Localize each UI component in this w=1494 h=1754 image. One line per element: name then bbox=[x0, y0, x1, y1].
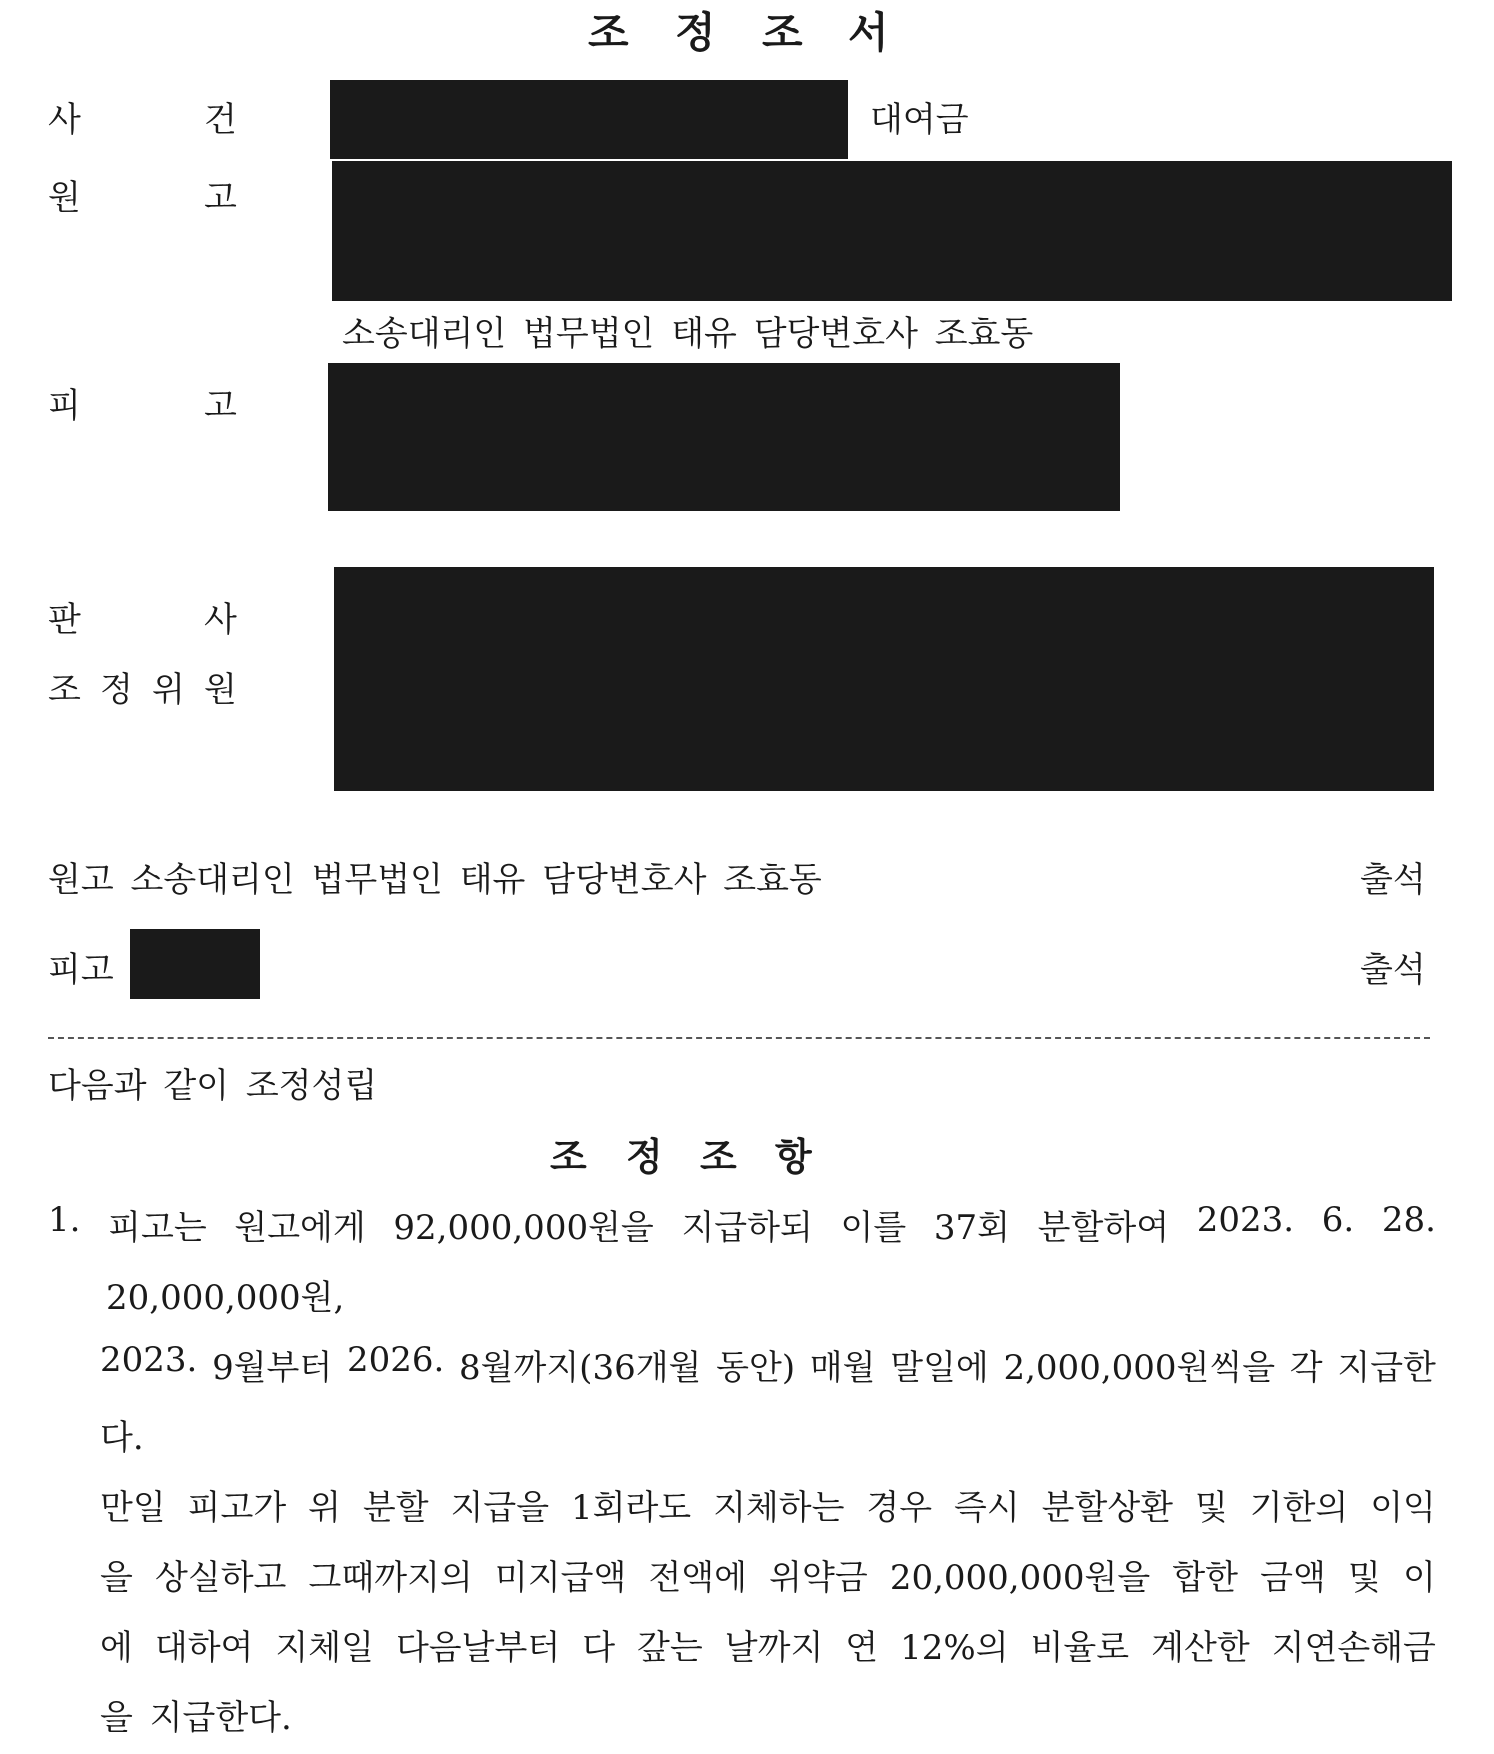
mediator-label-char: 정 bbox=[100, 670, 133, 710]
term-word: 금액 bbox=[1260, 1558, 1326, 1598]
term-word: 만일 bbox=[100, 1488, 166, 1528]
term-word: 이 bbox=[1403, 1558, 1436, 1598]
judge-label-char: 판 bbox=[48, 600, 81, 640]
term-word: 피고는 bbox=[108, 1208, 207, 1248]
term-word: 갚는 bbox=[637, 1628, 703, 1668]
term-word: 원고에게 bbox=[234, 1208, 366, 1248]
redacted-defendant bbox=[328, 363, 1120, 511]
terms-title-char: 정 bbox=[626, 1134, 663, 1179]
term-word: 8월까지(36개월 bbox=[459, 1348, 702, 1388]
term-1-line-5 bbox=[100, 1480, 1436, 1529]
term-word: 28. bbox=[1381, 1200, 1436, 1240]
term-word: 20,000,000원을 bbox=[889, 1558, 1151, 1598]
title-char: 정 bbox=[675, 8, 716, 57]
term-word: 합한 bbox=[1172, 1558, 1239, 1598]
judge-label-char: 사 bbox=[204, 600, 237, 640]
term-word: 1. bbox=[48, 1200, 81, 1240]
attendance-defendant-prefix: 피고 bbox=[48, 950, 114, 990]
term-word: 2,000,000원씩을 bbox=[1003, 1348, 1276, 1388]
term-word: 위약금 bbox=[769, 1558, 868, 1598]
plaintiff-attorney: 소송대리인 법무법인 태유 담당변호사 조효동 bbox=[342, 314, 1034, 354]
case-type: 대여금 bbox=[870, 100, 969, 140]
plaintiff-label-char: 고 bbox=[204, 178, 237, 218]
term-1-line-2: 20,000,000원, bbox=[106, 1278, 345, 1318]
term-1-line-7 bbox=[100, 1620, 1436, 1669]
term-word: 지체일 bbox=[275, 1628, 374, 1668]
term-word: 즉시 bbox=[954, 1488, 1020, 1528]
term-1-line-6 bbox=[100, 1550, 1436, 1599]
term-word: 지급을 bbox=[450, 1488, 550, 1528]
term-1-line-3 bbox=[100, 1340, 1436, 1389]
term-word: 지급하되 bbox=[681, 1208, 813, 1248]
term-word: 경우 bbox=[866, 1488, 933, 1528]
term-word: 을 bbox=[100, 1558, 133, 1598]
mediation-result: 다음과 같이 조정성립 bbox=[48, 1066, 378, 1106]
redacted-case-number bbox=[330, 80, 848, 159]
term-word: 2023. bbox=[1196, 1200, 1295, 1240]
plaintiff-label-char: 원 bbox=[48, 178, 81, 218]
term-1-line-4: 다. bbox=[100, 1418, 144, 1458]
term-word: 및 bbox=[1194, 1488, 1228, 1528]
term-word: 미지급액 bbox=[494, 1558, 627, 1598]
redacted-plaintiff bbox=[332, 161, 1452, 301]
term-word: 상실하고 bbox=[155, 1558, 287, 1598]
term-word: 대하여 bbox=[154, 1628, 254, 1668]
term-word: 말일에 bbox=[890, 1348, 989, 1388]
mediator-label-char: 위 bbox=[152, 670, 185, 710]
term-word: 지연손해금 bbox=[1271, 1628, 1436, 1668]
terms-title-char: 조 bbox=[550, 1134, 587, 1179]
term-word: 각 bbox=[1289, 1348, 1323, 1388]
term-word: 이를 bbox=[840, 1208, 907, 1248]
document-title bbox=[0, 0, 1494, 60]
title-char: 서 bbox=[848, 8, 889, 57]
term-word: 92,000,000원을 bbox=[393, 1208, 654, 1248]
term-word: 피고가 bbox=[187, 1488, 287, 1528]
mediator-label-char: 원 bbox=[204, 670, 237, 710]
term-word: 이익 bbox=[1370, 1488, 1436, 1528]
term-word: 기한의 bbox=[1249, 1488, 1349, 1528]
term-word: 에 bbox=[100, 1628, 133, 1668]
attendance-plaintiff-status: 출석 bbox=[1360, 860, 1426, 900]
terms-title-char: 항 bbox=[775, 1134, 812, 1179]
redacted-judge-mediator bbox=[334, 567, 1434, 791]
dashed-divider bbox=[48, 1037, 1430, 1039]
mediator-label-char: 조 bbox=[48, 670, 81, 710]
term-word: 지체하는 bbox=[713, 1488, 845, 1528]
term-word: 날까지 bbox=[724, 1628, 824, 1668]
defendant-label-char: 고 bbox=[204, 386, 237, 426]
title-char: 조 bbox=[588, 8, 629, 57]
term-word: 그때까지의 bbox=[308, 1558, 473, 1598]
term-word: 37회 bbox=[933, 1208, 1010, 1248]
term-word: 동안) bbox=[716, 1348, 796, 1388]
term-word: 1회라도 bbox=[570, 1488, 692, 1528]
term-word: 위 bbox=[308, 1488, 341, 1528]
term-1-line-1 bbox=[48, 1200, 1436, 1249]
term-word: 다 bbox=[582, 1628, 616, 1668]
terms-title-char: 조 bbox=[700, 1134, 737, 1179]
term-word: 계산한 bbox=[1151, 1628, 1250, 1668]
term-word: 분할하여 bbox=[1037, 1208, 1170, 1248]
term-word: 12%의 bbox=[900, 1628, 1009, 1668]
case-label-char: 건 bbox=[204, 100, 237, 140]
term-1-line-8: 을 지급한다. bbox=[100, 1698, 292, 1738]
term-word: 연 bbox=[845, 1628, 879, 1668]
term-word: 매월 bbox=[809, 1348, 876, 1388]
attendance-defendant-status: 출석 bbox=[1360, 950, 1426, 990]
case-label-char: 사 bbox=[48, 100, 81, 140]
term-word: 전액에 bbox=[648, 1558, 747, 1598]
terms-title bbox=[0, 1126, 1494, 1182]
term-word: 다음날부터 bbox=[395, 1628, 561, 1668]
term-word: 분할 bbox=[362, 1488, 429, 1528]
defendant-label-char: 피 bbox=[48, 386, 81, 426]
term-word: 분할상환 bbox=[1041, 1488, 1174, 1528]
term-word: 2023. bbox=[100, 1340, 198, 1380]
title-char: 조 bbox=[762, 8, 803, 57]
term-word: 비율로 bbox=[1030, 1628, 1130, 1668]
term-word: 9월부터 bbox=[212, 1348, 333, 1388]
term-word: 및 bbox=[1348, 1558, 1381, 1598]
redacted-defendant-name bbox=[130, 929, 260, 999]
term-word: 6. bbox=[1321, 1200, 1355, 1240]
term-word: 지급한 bbox=[1337, 1348, 1436, 1388]
attendance-plaintiff: 원고 소송대리인 법무법인 태유 담당변호사 조효동 bbox=[48, 860, 822, 900]
term-word: 2026. bbox=[346, 1340, 445, 1380]
